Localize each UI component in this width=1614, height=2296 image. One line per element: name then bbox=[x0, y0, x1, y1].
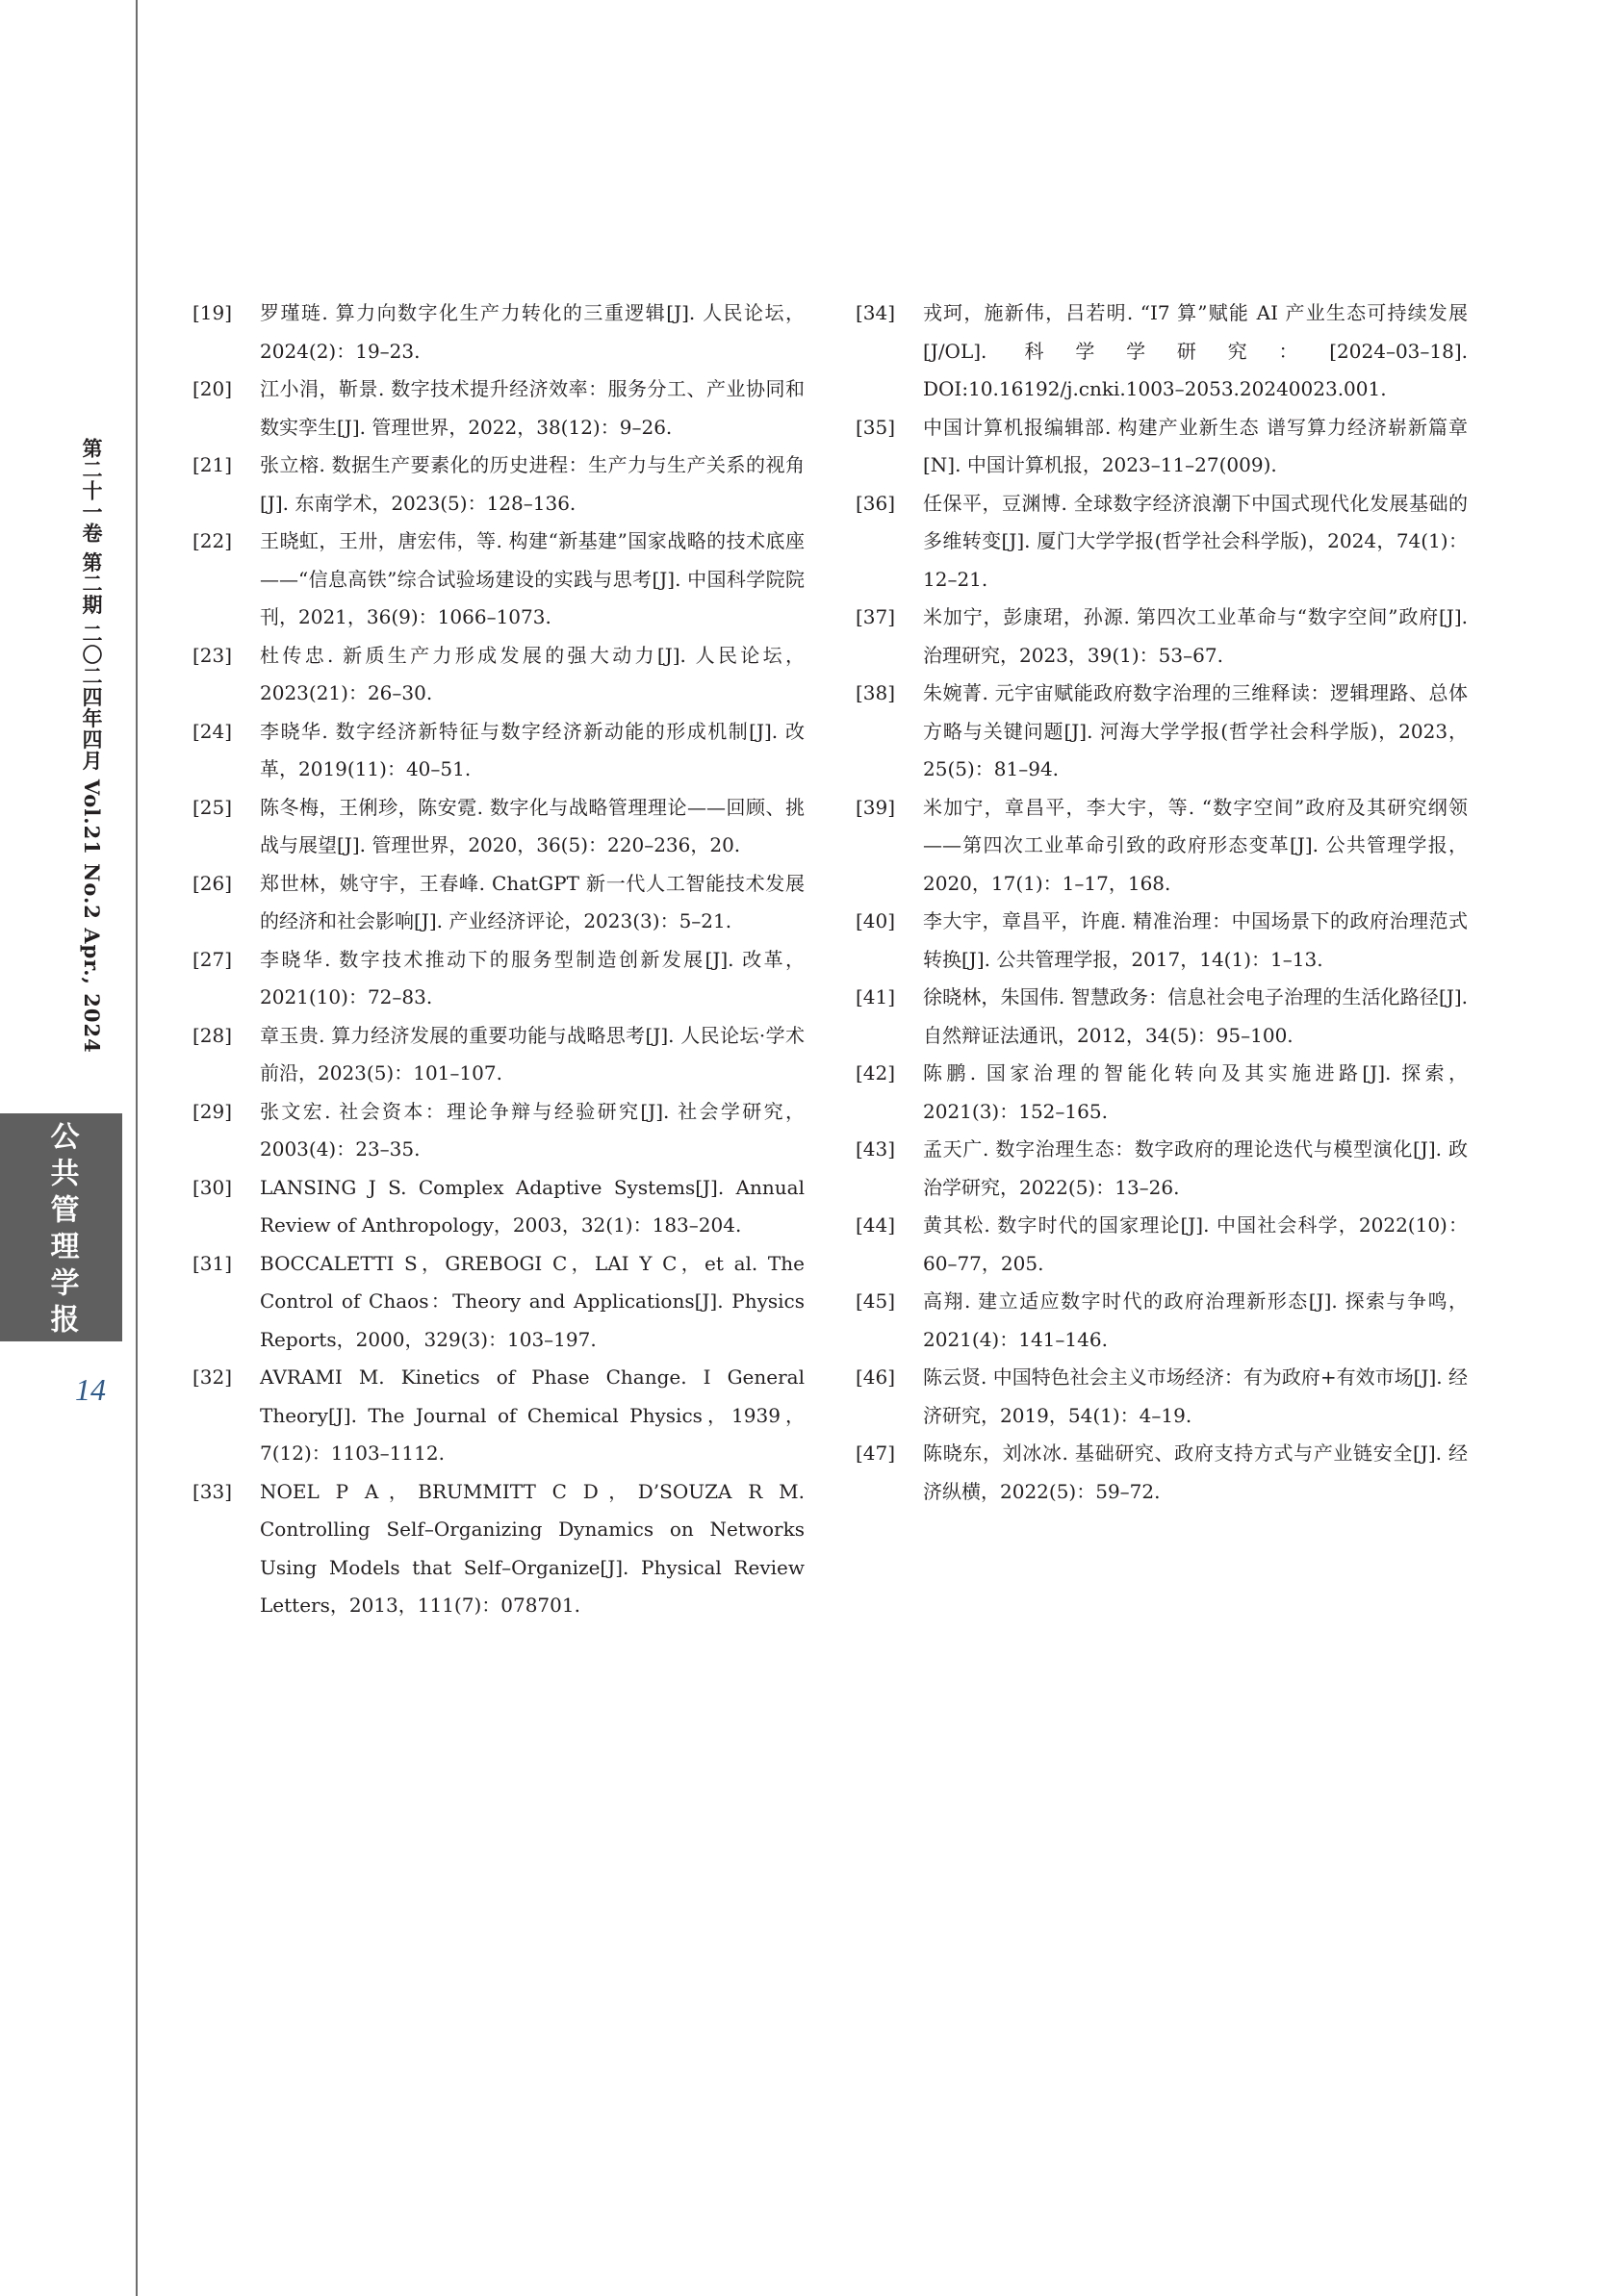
reference-item bbox=[192, 1169, 805, 1245]
reference-item bbox=[856, 1283, 1468, 1359]
reference-text: 陈冬梅，王俐珍，陈安霓. 数字化与战略管理理论——回顾、挑战与展望[J]. 管理世界，2020，36(5)：220–236，20. bbox=[260, 795, 805, 856]
reference-text: 朱婉菁. 元宇宙赋能政府数字治理的三维释读：逻辑理路、总体方略与关键问题[J]. 河海大学学报(哲学社会科学版)，2023，25(5)：81–94. bbox=[923, 681, 1468, 780]
reference-number: [31] bbox=[192, 1251, 233, 1275]
reference-item bbox=[856, 903, 1468, 979]
issue-info-strip bbox=[74, 419, 109, 1073]
reference-text: 李晓华. 数字经济新特征与数字经济新动能的形成机制[J]. 改革，2019(11)：40–51. bbox=[260, 719, 805, 780]
reference-item bbox=[192, 637, 805, 713]
reference-number: [40] bbox=[856, 909, 896, 932]
reference-text: 杜传忠. 新质生产力形成发展的强大动力[J]. 人民论坛，2023(21)：26–30. bbox=[260, 643, 805, 704]
reference-text: 徐晓林，朱国伟. 智慧政务：信息社会电子治理的生活化路径[J]. 自然辩证法通讯，2012，34(5)：95–100. bbox=[923, 985, 1468, 1047]
reference-number: [26] bbox=[192, 871, 233, 895]
reference-item bbox=[856, 599, 1468, 675]
reference-item bbox=[856, 409, 1468, 485]
reference-text: 郑世林，姚守宇，王春峰. ChatGPT 新一代人工智能技术发展的经济和社会影响[J]. 产业经济评论，2023(3)：5–21. bbox=[260, 871, 805, 932]
reference-number: [38] bbox=[856, 681, 896, 704]
reference-item bbox=[856, 1435, 1468, 1511]
reference-number: [42] bbox=[856, 1061, 896, 1084]
reference-item bbox=[856, 789, 1468, 904]
reference-item bbox=[856, 675, 1468, 789]
reference-text: 陈云贤. 中国特色社会主义市场经济：有为政府+有效市场[J]. 经济研究，2019，54(1)：4–19. bbox=[923, 1365, 1468, 1427]
reference-number: [24] bbox=[192, 719, 233, 743]
reference-text: 孟天广. 数字治理生态：数字政府的理论迭代与模型演化[J]. 政治学研究，2022(5)：13–26. bbox=[923, 1137, 1468, 1199]
reference-text: NOEL P A，BRUMMITT C D，D’SOUZA R M. Controlling Self–Organizing Dynamics on Networks Using Models that Self–Organize[J]. Physical Review Letters，2013，111(7)：078701. bbox=[260, 1479, 805, 1617]
reference-text: BOCCALETTI S，GREBOGI C，LAI Y C，et al. The Control of Chaos：Theory and Applications[J]. Physics Reports，2000，329(3)：103–197. bbox=[260, 1251, 805, 1351]
reference-number: [44] bbox=[856, 1213, 896, 1237]
reference-item bbox=[192, 1473, 805, 1625]
reference-text: 任保平，豆渊博. 全球数字经济浪潮下中国式现代化发展基础的多维转变[J]. 厦门大学学报(哲学社会科学版)，2024，74(1)：12–21. bbox=[923, 491, 1468, 591]
reference-number: [30] bbox=[192, 1175, 233, 1199]
reference-number: [32] bbox=[192, 1365, 233, 1389]
reference-item bbox=[856, 485, 1468, 600]
reference-text: 李晓华. 数字技术推动下的服务型制造创新发展[J]. 改革，2021(10)：72–83. bbox=[260, 947, 805, 1008]
reference-text: 李大宇，章昌平，许鹿. 精准治理：中国场景下的政府治理范式转换[J]. 公共管理学报，2017，14(1)：1–13. bbox=[923, 909, 1468, 971]
reference-text: 高翔. 建立适应数字时代的政府治理新形态[J]. 探索与争鸣，2021(4)：141–146. bbox=[923, 1289, 1468, 1351]
reference-number: [43] bbox=[856, 1137, 896, 1161]
reference-number: [37] bbox=[856, 605, 896, 628]
reference-item bbox=[856, 1207, 1468, 1283]
reference-text: 黄其松. 数字时代的国家理论[J]. 中国社会科学，2022(10)：60–77，205. bbox=[923, 1213, 1468, 1275]
reference-text: 江小涓，靳景. 数字技术提升经济效率：服务分工、产业协同和数实孪生[J]. 管理世界，2022，38(12)：9–26. bbox=[260, 377, 805, 439]
reference-text: LANSING J S. Complex Adaptive Systems[J]. Annual Review of Anthropology，2003，32(1)：183–204. bbox=[260, 1175, 805, 1237]
reference-number: [36] bbox=[856, 491, 896, 515]
reference-text: 米加宁，彭康珺，孙源. 第四次工业革命与“数字空间”政府[J]. 治理研究，2023，39(1)：53–67. bbox=[923, 605, 1468, 667]
reference-item bbox=[192, 1093, 805, 1169]
reference-number: [27] bbox=[192, 947, 233, 971]
reference-text: 中国计算机报编辑部. 构建产业新生态 谱写算力经济崭新篇章[N]. 中国计算机报，2023–11–27(009). bbox=[923, 415, 1468, 476]
reference-number: [28] bbox=[192, 1023, 233, 1047]
reference-item bbox=[192, 446, 805, 523]
reference-number: [34] bbox=[856, 301, 896, 324]
reference-text: 陈晓东，刘冰冰. 基础研究、政府支持方式与产业链安全[J]. 经济纵横，2022(5)：59–72. bbox=[923, 1441, 1468, 1503]
reference-item bbox=[856, 1131, 1468, 1207]
reference-number: [46] bbox=[856, 1365, 896, 1389]
reference-item bbox=[192, 941, 805, 1017]
reference-text: 陈鹏. 国家治理的智能化转向及其实施进路[J]. 探索，2021(3)：152–165. bbox=[923, 1061, 1468, 1123]
reference-text: 张文宏. 社会资本：理论争辩与经验研究[J]. 社会学研究，2003(4)：23–35. bbox=[260, 1099, 805, 1161]
reference-number: [41] bbox=[856, 985, 896, 1008]
reference-item bbox=[856, 1359, 1468, 1435]
reference-item bbox=[192, 1017, 805, 1093]
reference-number: [35] bbox=[856, 415, 896, 439]
references-left-column bbox=[192, 294, 805, 1625]
reference-number: [39] bbox=[856, 795, 896, 819]
reference-item bbox=[192, 370, 805, 446]
reference-number: [25] bbox=[192, 795, 233, 819]
margin-divider-line bbox=[136, 0, 138, 2296]
page-number: 14 bbox=[75, 1372, 106, 1407]
reference-item bbox=[192, 294, 805, 370]
reference-item bbox=[192, 865, 805, 941]
reference-text: 张立榕. 数据生产要素化的历史进程：生产力与生产关系的视角[J]. 东南学术，2023(5)：128–136. bbox=[260, 453, 805, 515]
reference-number: [23] bbox=[192, 643, 233, 667]
reference-item bbox=[192, 713, 805, 789]
reference-number: [45] bbox=[856, 1289, 896, 1313]
reference-text: 米加宁，章昌平，李大宇，等. “数字空间”政府及其研究纲领——第四次工业革命引致的政府形态变革[J]. 公共管理学报，2020，17(1)：1–17，168. bbox=[923, 795, 1468, 895]
reference-item bbox=[192, 789, 805, 865]
reference-number: [29] bbox=[192, 1099, 233, 1123]
references-right-column bbox=[856, 294, 1468, 1511]
reference-number: [33] bbox=[192, 1479, 233, 1503]
reference-item bbox=[856, 294, 1468, 409]
reference-text: 罗瑾琏. 算力向数字化生产力转化的三重逻辑[J]. 人民论坛，2024(2)：19–23. bbox=[260, 301, 805, 363]
reference-number: [19] bbox=[192, 301, 233, 324]
reference-item bbox=[856, 1055, 1468, 1131]
reference-item bbox=[192, 1359, 805, 1473]
reference-number: [20] bbox=[192, 377, 233, 400]
reference-number: [47] bbox=[856, 1441, 896, 1465]
reference-item bbox=[192, 1245, 805, 1360]
reference-number: [21] bbox=[192, 453, 233, 476]
reference-text: 王晓虹，王卅，唐宏伟，等. 构建“新基建”国家战略的技术底座——“信息高铁”综合试验场建设的实践与思考[J]. 中国科学院院刊，2021，36(9)：1066–1073. bbox=[260, 529, 805, 628]
reference-text: 戎珂，施新伟，吕若明. “I7 算”赋能 AI 产业生态可持续发展[J/OL]. 科学学研究：[2024–03–18]. DOI:10.16192/j.cnki.1003–2053.20240023.001. bbox=[923, 301, 1468, 400]
issue-info-text: 第二十一卷 第二期 二〇二四年四月 Vol.21 No.2 Apr., 2024 bbox=[80, 438, 104, 1054]
reference-item bbox=[856, 979, 1468, 1055]
reference-text: 章玉贵. 算力经济发展的重要功能与战略思考[J]. 人民论坛·学术前沿，2023(5)：101–107. bbox=[260, 1023, 805, 1084]
journal-name-block bbox=[0, 1113, 122, 1341]
reference-number: [22] bbox=[192, 529, 233, 552]
reference-item bbox=[192, 523, 805, 637]
journal-name: 公共管理学报 bbox=[44, 1121, 79, 1340]
reference-text: AVRAMI M. Kinetics of Phase Change. I General Theory[J]. The Journal of Chemical Physics，1939，7(12)：1103–1112. bbox=[260, 1365, 805, 1465]
